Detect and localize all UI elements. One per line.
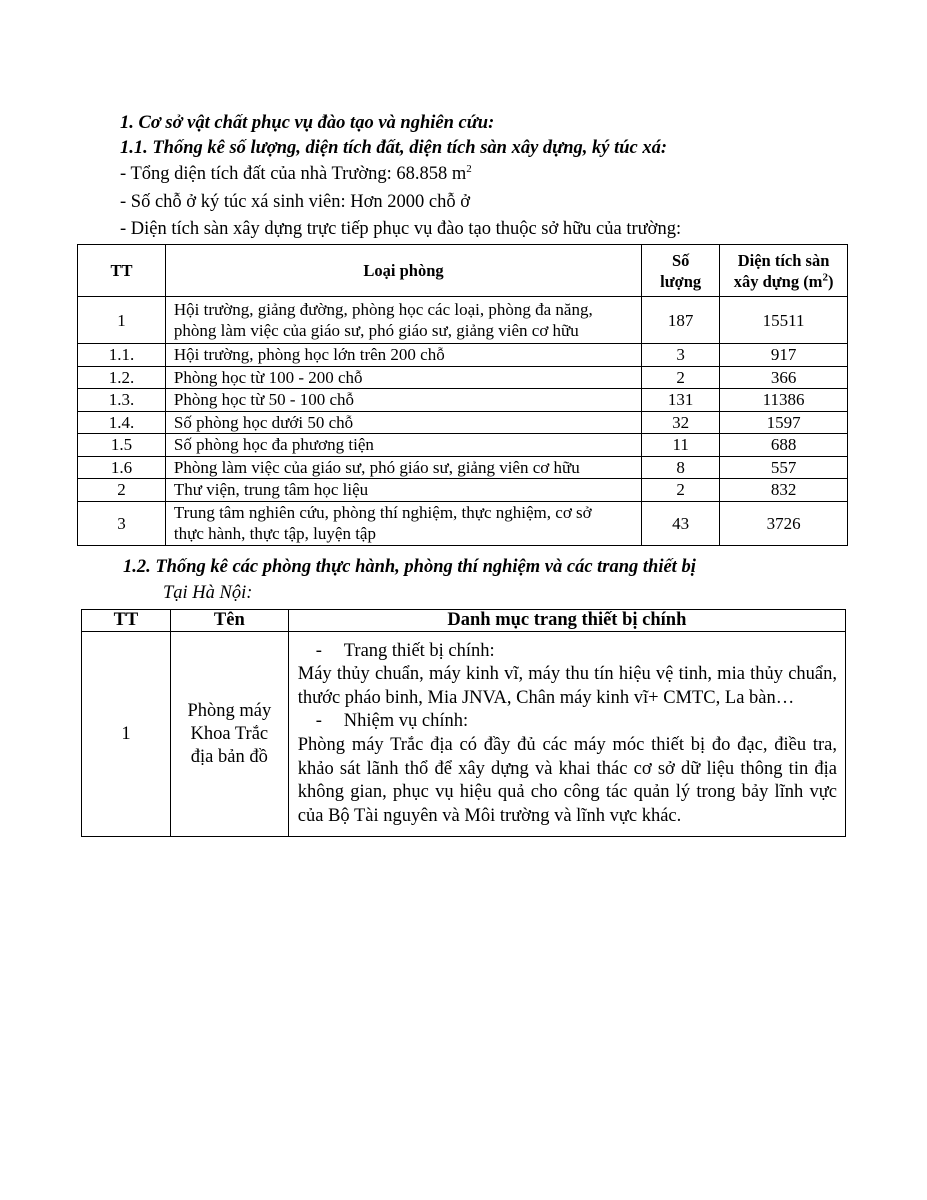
task-bullet <box>298 710 837 734</box>
sub-heading-1-1: 1.1. Thống kê số lượng, diện tích đất, diện tích sàn xây dựng, ký túc xá: <box>120 138 668 158</box>
row-name: Hội trường, phòng học lớn trên 200 chỗ <box>165 344 641 367</box>
equipment-bullet <box>298 640 837 664</box>
header-area-sup: 2 <box>822 271 828 283</box>
row-name: Số phòng học dưới 50 chỗ <box>165 411 641 434</box>
row-name-line1: Trung tâm nghiên cứu, phòng thí nghiệm, thực nghiệm, cơ sở <box>173 503 592 522</box>
row-description <box>288 632 845 837</box>
row-count: 2 <box>642 366 720 389</box>
header-count <box>642 245 720 297</box>
row-tt: 1.6 <box>78 456 166 479</box>
row-name <box>170 632 288 837</box>
floor-area-line: - Diện tích sàn xây dựng trực tiếp phục vụ đào tạo thuộc sở hữu của trường: <box>120 219 682 239</box>
task-text: Phòng máy Trắc địa có đầy đủ các máy móc thiết bị đo đạc, điều tra, khảo sát lãnh thổ để xây dựng và khai thác cơ sở dữ liệu thông tin địa không gian, phục vụ hiệu quả cho công tác quản lý trong bảy lĩnh vực của Bộ Tài nguyên và Môi trường và lĩnh vực khác. <box>297 735 837 826</box>
row-count: 11 <box>642 434 720 457</box>
equipment-label: Trang thiết bị chính: <box>343 640 495 661</box>
table-row <box>78 434 848 457</box>
row-name: Thư viện, trung tâm học liệu <box>165 479 641 502</box>
header-name: Tên <box>170 610 288 632</box>
row-name: Phòng học từ 50 - 100 chỗ <box>165 389 641 412</box>
table-header-row <box>78 245 848 297</box>
land-area-sup: 2 <box>466 162 472 175</box>
header-tt: TT <box>78 245 166 297</box>
table-row <box>78 389 848 412</box>
sub-heading-1-2: 1.2. Thống kê các phòng thực hành, phòng thí nghiệm và các trang thiết bị <box>123 557 696 577</box>
row-count: 187 <box>642 297 720 344</box>
row-count: 43 <box>642 501 720 545</box>
row-area: 11386 <box>720 389 848 412</box>
row-area: 1597 <box>720 411 848 434</box>
row-area: 917 <box>720 344 848 367</box>
row-name: Phòng học từ 100 - 200 chỗ <box>165 366 641 389</box>
lab-equipment-table <box>81 609 846 837</box>
header-area-line2: xây dựng (m <box>733 271 823 291</box>
table-row <box>78 479 848 502</box>
row-count: 3 <box>642 344 720 367</box>
bullet-dash: - <box>315 711 322 732</box>
location-label: Tại Hà Nội: <box>163 583 253 603</box>
header-room-type: Loại phòng <box>165 245 641 297</box>
table-row <box>78 501 848 545</box>
equipment-text: Máy thủy chuẩn, máy kinh vĩ, máy thu tín hiệu vệ tinh, mia thủy chuẩn, thước pháo binh, Mia JNVA, Chân máy kinh vĩ+ CMTC, La bàn… <box>297 664 837 708</box>
row-count: 32 <box>642 411 720 434</box>
row-area: 557 <box>720 456 848 479</box>
table2-header-row <box>82 610 846 632</box>
table-row <box>82 632 846 837</box>
row-name-line1: Hội trường, giảng đường, phòng học các loại, phòng đa năng, <box>173 300 593 319</box>
row-name-line2: phòng làm việc của giáo sư, phó giáo sư, giảng viên cơ hữu <box>173 321 579 340</box>
row-tt: 3 <box>78 501 166 545</box>
row-tt: 1 <box>78 297 166 344</box>
header-tt: TT <box>82 610 171 632</box>
row-tt: 1 <box>82 632 171 837</box>
row-name-line2: thực hành, thực tập, luyện tập <box>173 524 376 543</box>
header-area <box>720 245 848 297</box>
table-row <box>78 411 848 434</box>
row-tt: 1.5 <box>78 434 166 457</box>
land-area-text: - Tổng diện tích đất của nhà Trường: 68.858 m <box>120 164 467 184</box>
section-heading: 1. Cơ sở vật chất phục vụ đào tạo và nghiên cứu: <box>120 113 495 133</box>
header-area-close: ) <box>827 271 834 291</box>
land-area-line <box>120 164 472 185</box>
task-label: Nhiệm vụ chính: <box>343 711 469 732</box>
row-area: 3726 <box>720 501 848 545</box>
row-name-line1: Phòng máy <box>187 700 272 721</box>
table-row <box>78 297 848 344</box>
header-equipment: Danh mục trang thiết bị chính <box>288 610 845 632</box>
header-count-line2: lượng <box>660 271 702 291</box>
header-count-line1: Số <box>671 250 690 270</box>
row-tt: 1.1. <box>78 344 166 367</box>
row-name: Số phòng học đa phương tiện <box>165 434 641 457</box>
row-count: 8 <box>642 456 720 479</box>
row-area: 15511 <box>720 297 848 344</box>
row-name-line2: Khoa Trắc <box>190 723 269 744</box>
row-tt: 1.4. <box>78 411 166 434</box>
table-row <box>78 366 848 389</box>
row-tt: 1.2. <box>78 366 166 389</box>
bullet-dash: - <box>315 640 322 661</box>
row-tt: 2 <box>78 479 166 502</box>
table-row <box>78 456 848 479</box>
row-name <box>165 501 641 545</box>
header-area-line1: Diện tích sàn <box>737 250 830 270</box>
row-tt: 1.3. <box>78 389 166 412</box>
row-name-line3: địa bản đồ <box>190 746 268 767</box>
row-area: 688 <box>720 434 848 457</box>
table-row <box>78 344 848 367</box>
row-count: 131 <box>642 389 720 412</box>
floor-area-table <box>77 244 848 546</box>
row-area: 832 <box>720 479 848 502</box>
row-area: 366 <box>720 366 848 389</box>
dorm-line: - Số chỗ ở ký túc xá sinh viên: Hơn 2000 chỗ ở <box>120 192 470 212</box>
row-name: Phòng làm việc của giáo sư, phó giáo sư, giảng viên cơ hữu <box>165 456 641 479</box>
row-name <box>165 297 641 344</box>
row-count: 2 <box>642 479 720 502</box>
